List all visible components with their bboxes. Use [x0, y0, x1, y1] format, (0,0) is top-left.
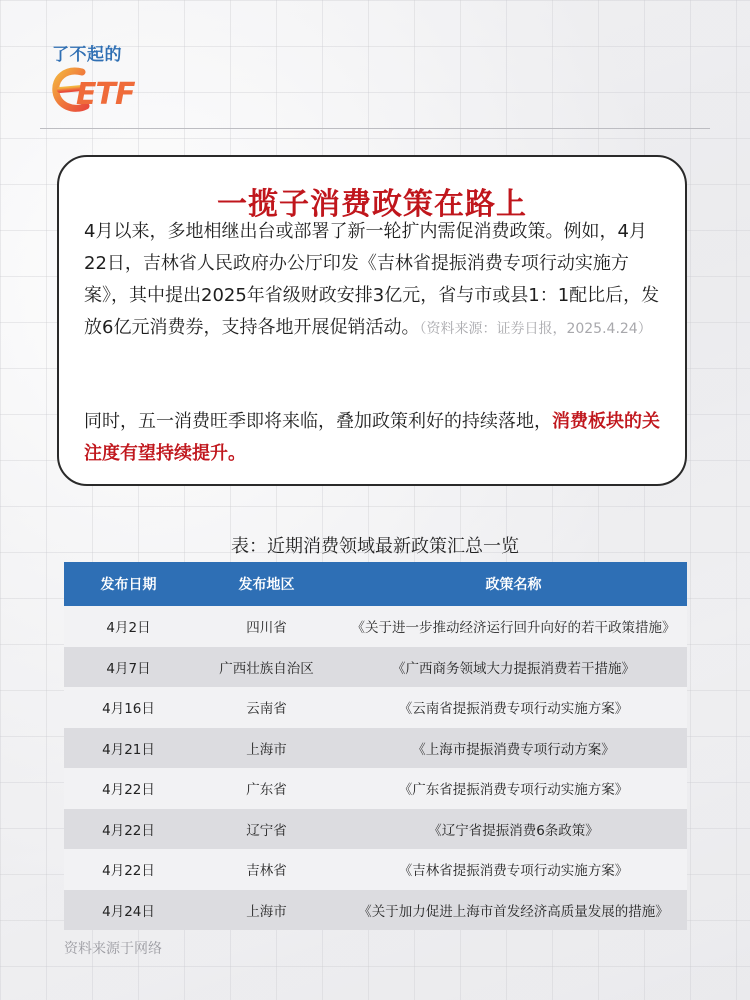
- cell-policy-name: 《上海市提振消费专项行动方案》: [412, 741, 615, 758]
- cell-policy-name: 《吉林省提振消费专项行动实施方案》: [398, 863, 629, 880]
- paragraph-1-text: 4月以来，多地相继出台或部署了新一轮扩内需促消费政策。例如，4月22日，吉林省人民政府办公厅印发《吉林省提振消费专项行动实施方案》，其中提出2025年省级财政安排3亿元，省与市或县1：1配比后，发放6亿元消费券，支持各地开展促销活动。: [84, 221, 660, 338]
- logo-tagline: 了不起的: [52, 45, 122, 65]
- header-divider: [40, 128, 710, 129]
- logo-wordmark: ETF: [76, 77, 135, 112]
- cell-date: 4月22日: [102, 822, 155, 839]
- header-region: 发布地区: [238, 577, 295, 593]
- table-caption: 表：近期消费领域最新政策汇总一览: [231, 536, 519, 557]
- cell-region: 四川省: [246, 620, 287, 637]
- cell-policy-name: 《关于加力促进上海市首发经济高质量发展的措施》: [358, 903, 669, 920]
- source-citation: （资料来源：证券日报，2025.4.24）: [419, 321, 652, 337]
- cell-policy-name: 《关于进一步推动经济运行回升向好的若干政策措施》: [351, 620, 676, 637]
- cell-date: 4月16日: [102, 701, 155, 718]
- table-row: [64, 687, 687, 728]
- brand-logo: [52, 40, 142, 120]
- cell-region: 广西壮族自治区: [219, 660, 314, 677]
- table-header-row: [64, 562, 687, 606]
- cell-region: 吉林省: [246, 863, 287, 880]
- cell-policy-name: 《广西商务领域大力提振消费若干措施》: [392, 660, 635, 677]
- cell-date: 4月22日: [102, 863, 155, 880]
- policy-table: [64, 562, 687, 930]
- table-row: [64, 809, 687, 850]
- card-paragraph-2: [84, 406, 664, 470]
- cell-region: 上海市: [246, 903, 287, 920]
- cell-date: 4月24日: [102, 903, 155, 920]
- header-date: 发布日期: [100, 577, 157, 593]
- cell-region: 上海市: [246, 741, 287, 758]
- cell-date: 4月21日: [102, 741, 155, 758]
- cell-region: 辽宁省: [246, 822, 287, 839]
- header-policy-name: 政策名称: [485, 577, 542, 593]
- cell-date: 4月2日: [106, 620, 151, 637]
- etf-logo-mark: [52, 64, 136, 114]
- table-row: [64, 890, 687, 931]
- table-row: [64, 647, 687, 688]
- cell-policy-name: 《云南省提振消费专项行动实施方案》: [398, 701, 629, 718]
- cell-date: 4月7日: [106, 660, 151, 677]
- paragraph-2-text: 同时，五一消费旺季即将来临，叠加政策利好的持续落地，: [84, 411, 552, 432]
- table-row: [64, 728, 687, 769]
- card-paragraph-1: [84, 216, 664, 345]
- cell-date: 4月22日: [102, 782, 155, 799]
- source-footnote: 资料来源于网络: [64, 941, 162, 957]
- table-row: [64, 849, 687, 890]
- paragraph-2-highlight: 消费板块的关注度有望持续提升。: [84, 411, 660, 464]
- table-row: [64, 606, 687, 647]
- cell-policy-name: 《辽宁省提振消费6条政策》: [428, 822, 599, 839]
- card-title: 一揽子消费政策在路上: [217, 187, 527, 222]
- cell-policy-name: 《广东省提振消费专项行动实施方案》: [398, 782, 629, 799]
- table-row: [64, 768, 687, 809]
- cell-region: 云南省: [246, 701, 287, 718]
- cell-region: 广东省: [246, 782, 287, 799]
